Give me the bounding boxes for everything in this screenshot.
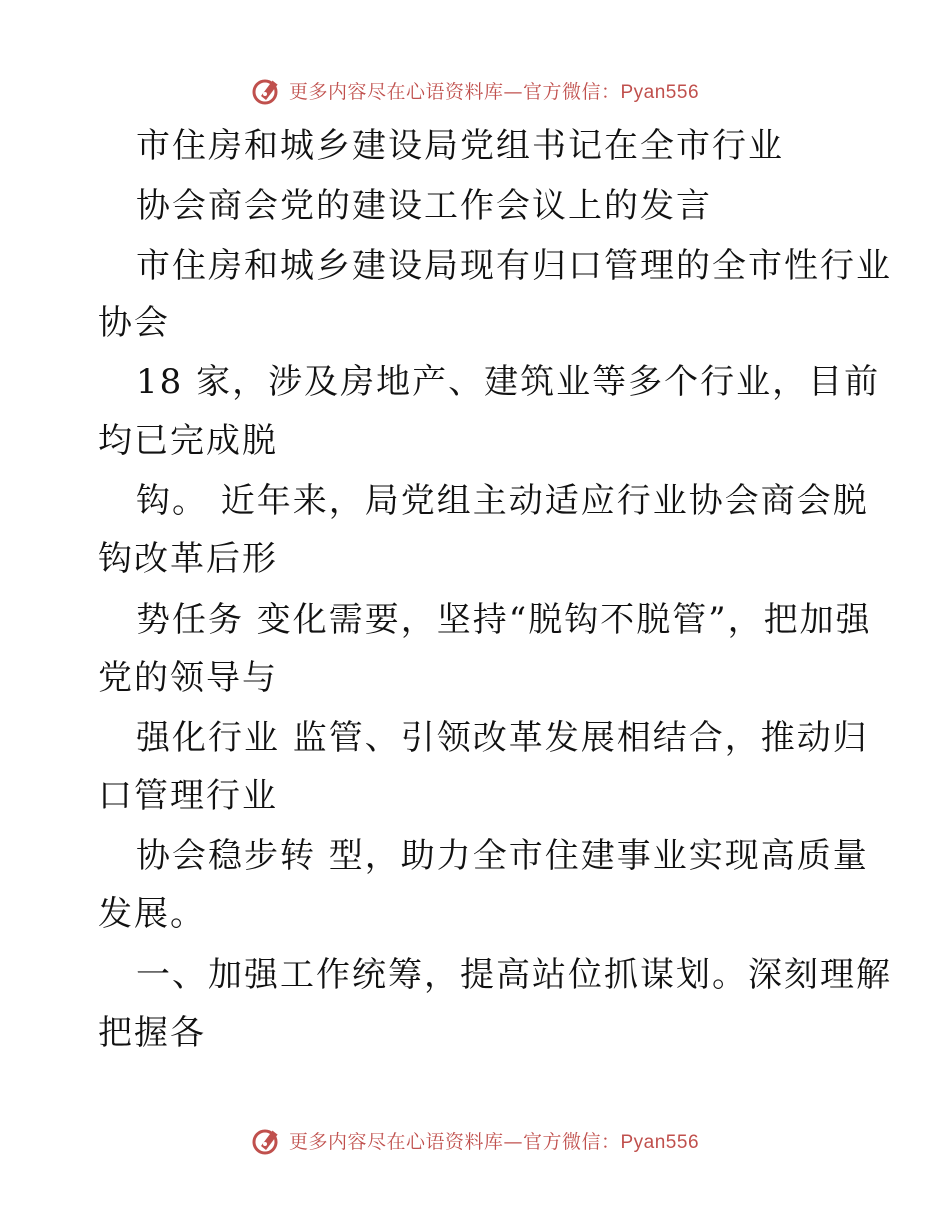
text-line: 协会商会党的建设工作会议上的发言 <box>136 186 712 226</box>
text-line: 把握各 <box>98 1013 206 1053</box>
text-line: 市住房和城乡建设局现有归口管理的全市性行业 <box>136 246 892 286</box>
watermark-wechat-label: 官方微信： <box>522 1130 621 1153</box>
watermark-text <box>289 77 699 104</box>
watermark-separator: — <box>503 1130 523 1153</box>
text-line: 协会 <box>98 303 170 343</box>
text-line: 18 家，涉及房地产、建筑业等多个行业，目前 <box>136 362 881 402</box>
text-line: 势任务 变化需要，坚持“脱钩不脱管”，把加强 <box>136 600 872 640</box>
watermark-wechat-label: 官方微信： <box>522 80 621 103</box>
text-line: 均已完成脱 <box>98 421 278 461</box>
watermark-text <box>289 1127 699 1154</box>
watermark-wechat-id: Pyan556 <box>620 81 700 103</box>
text-line: 钩改革后形 <box>98 539 278 579</box>
text-line: 强化行业 监管、引领改革发展相结合，推动归 <box>136 718 869 758</box>
watermark-brand: 更多内容尽在心语资料库 <box>288 80 504 103</box>
watermark-separator: — <box>503 80 523 103</box>
footer-watermark <box>0 1120 950 1160</box>
pen-logo-icon <box>251 1124 283 1156</box>
text-line: 发展。 <box>98 894 206 934</box>
text-line: 市住房和城乡建设局党组书记在全市行业 <box>136 126 784 166</box>
text-line: 党的领导与 <box>98 658 278 698</box>
text-line: 协会稳步转 型，助力全市住建事业实现高质量 <box>136 836 869 876</box>
text-line: 一、加强工作统筹，提高站位抓谋划。深刻理解 <box>136 955 892 995</box>
watermark-brand: 更多内容尽在心语资料库 <box>288 1130 504 1153</box>
text-line: 口管理行业 <box>98 776 278 816</box>
header-watermark <box>0 70 950 110</box>
pen-logo-icon <box>251 74 283 106</box>
watermark-wechat-id: Pyan556 <box>620 1131 700 1153</box>
text-line: 钩。 近年来，局党组主动适应行业协会商会脱 <box>136 481 869 521</box>
